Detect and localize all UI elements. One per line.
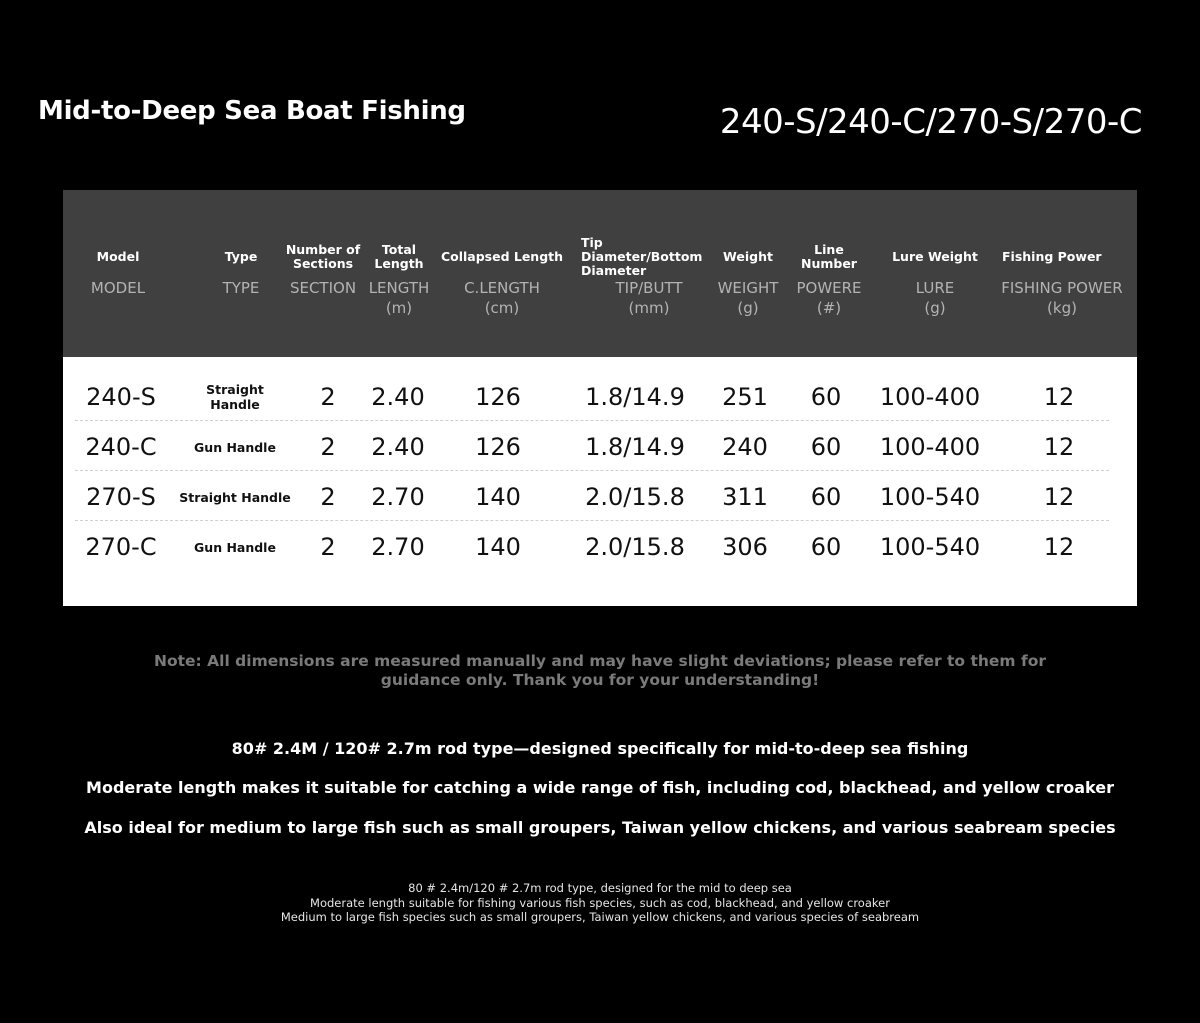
- table-row: [63, 422, 1137, 472]
- column-header-fishing-power: [995, 190, 1129, 357]
- cell-sections: 2: [320, 483, 336, 511]
- cell-weight: 311: [722, 483, 768, 511]
- column-header-type: [201, 190, 281, 357]
- table-header: [63, 190, 1137, 357]
- cell-lure: 100-540: [879, 483, 981, 511]
- cell-tip-butt: 1.8/14.9: [585, 433, 685, 461]
- table-row: [63, 372, 1137, 422]
- column-header-collapsed-length: [439, 190, 565, 357]
- cell-power: 12: [1043, 383, 1075, 411]
- model-list-heading: 240-S/240-C/270-S/270-C: [719, 102, 1142, 142]
- cell-length: 2.40: [371, 383, 425, 411]
- cell-line: 60: [810, 483, 842, 511]
- cell-collapsed: 126: [475, 433, 521, 461]
- cell-weight: 251: [722, 383, 768, 411]
- cell-power: 12: [1043, 433, 1075, 461]
- cell-collapsed: 140: [475, 483, 521, 511]
- cell-lure: 100-400: [879, 433, 981, 461]
- cell-tip-butt: 2.0/15.8: [585, 483, 685, 511]
- cell-lure: 100-400: [879, 383, 981, 411]
- column-header-sublabel: TIP/BUTT (mm): [615, 279, 683, 317]
- cell-collapsed: 126: [475, 383, 521, 411]
- column-header-label: Collapsed Length: [440, 249, 564, 264]
- cell-length: 2.40: [371, 433, 425, 461]
- english-line: Moderate length suitable for fishing various fish species, such as cod, blackhead, and yellow croaker: [310, 895, 890, 910]
- column-header-line-number: [793, 190, 865, 357]
- cell-model: 270-C: [85, 533, 157, 561]
- column-header-label: Tip Diameter/Bottom Diameter: [581, 235, 703, 278]
- cell-power: 12: [1043, 533, 1075, 561]
- column-header-length: [367, 190, 431, 357]
- cell-line: 60: [810, 533, 842, 561]
- cell-line: 60: [810, 433, 842, 461]
- cell-type: Gun Handle: [194, 539, 276, 555]
- cell-weight: 240: [722, 433, 768, 461]
- column-header-sublabel: LENGTH (m): [368, 279, 430, 317]
- measurement-note: Note: All dimensions are measured manually and may have slight deviations; please refer to them for guidance only. Thank you for your understanding!: [154, 652, 1046, 689]
- cell-sections: 2: [320, 533, 336, 561]
- cell-tip-butt: 1.8/14.9: [585, 383, 685, 411]
- column-header-lure-weight: [883, 190, 987, 357]
- column-header-sublabel: MODEL: [90, 279, 146, 297]
- column-header-sublabel: FISHING POWER (kg): [1001, 279, 1123, 317]
- table-row: [63, 522, 1137, 572]
- cell-tip-butt: 2.0/15.8: [585, 533, 685, 561]
- english-description: [150, 881, 1050, 925]
- cell-line: 60: [810, 383, 842, 411]
- column-header-sublabel: LURE (g): [915, 279, 955, 317]
- column-header-label: Total Length: [374, 242, 424, 271]
- column-header-tip-butt: [581, 190, 727, 357]
- column-header-weight: [713, 190, 783, 357]
- english-line: 80 # 2.4m/120 # 2.7m rod type, designed for the mid to deep sea: [408, 881, 792, 895]
- column-header-sublabel: SECTION: [289, 279, 357, 297]
- cell-type: Straight Handle: [179, 489, 291, 505]
- table-row: [63, 472, 1137, 522]
- cell-model: 240-C: [85, 433, 157, 461]
- page-title: Mid-to-Deep Sea Boat Fishing: [38, 96, 466, 126]
- row-divider: [75, 470, 1109, 471]
- cell-model: 240-S: [86, 383, 156, 411]
- spec-table: [63, 190, 1137, 606]
- column-header-label: Type: [224, 249, 258, 264]
- column-header-label: Line Number: [801, 242, 857, 271]
- column-header-sections: [285, 190, 361, 357]
- cell-sections: 2: [320, 433, 336, 461]
- cell-power: 12: [1043, 483, 1075, 511]
- column-header-label: Weight: [723, 249, 773, 264]
- column-header-sublabel: POWERE (#): [796, 279, 862, 317]
- cell-sections: 2: [320, 383, 336, 411]
- cell-length: 2.70: [371, 533, 425, 561]
- column-header-sublabel: C.LENGTH (cm): [464, 279, 540, 317]
- cell-collapsed: 140: [475, 533, 521, 561]
- feature-line: Moderate length makes it suitable for catching a wide range of fish, including cod, blackhead, and yellow croaker: [86, 778, 1114, 797]
- cell-weight: 306: [722, 533, 768, 561]
- column-header-label: Number of Sections: [285, 242, 361, 271]
- cell-type: Gun Handle: [194, 439, 276, 455]
- column-header-label: Fishing Power: [1002, 249, 1102, 264]
- cell-length: 2.70: [371, 483, 425, 511]
- column-header-sublabel: WEIGHT (g): [717, 279, 779, 317]
- column-header-sublabel: TYPE: [222, 279, 260, 297]
- cell-model: 270-S: [86, 483, 156, 511]
- feature-line: 80# 2.4M / 120# 2.7m rod type—designed specifically for mid-to-deep sea fishing: [231, 739, 969, 758]
- column-header-label: Model: [96, 249, 140, 264]
- cell-type: Straight Handle: [206, 382, 264, 412]
- feature-line: Also ideal for medium to large fish such as small groupers, Taiwan yellow chickens, and various seabream species: [84, 818, 1116, 837]
- english-line: Medium to large fish species such as small groupers, Taiwan yellow chickens, and various species of seabream: [280, 910, 920, 924]
- column-header-label: Lure Weight: [892, 249, 978, 264]
- row-divider: [75, 420, 1109, 421]
- row-divider: [75, 520, 1109, 521]
- column-header-model: [83, 190, 153, 357]
- cell-lure: 100-540: [879, 533, 981, 561]
